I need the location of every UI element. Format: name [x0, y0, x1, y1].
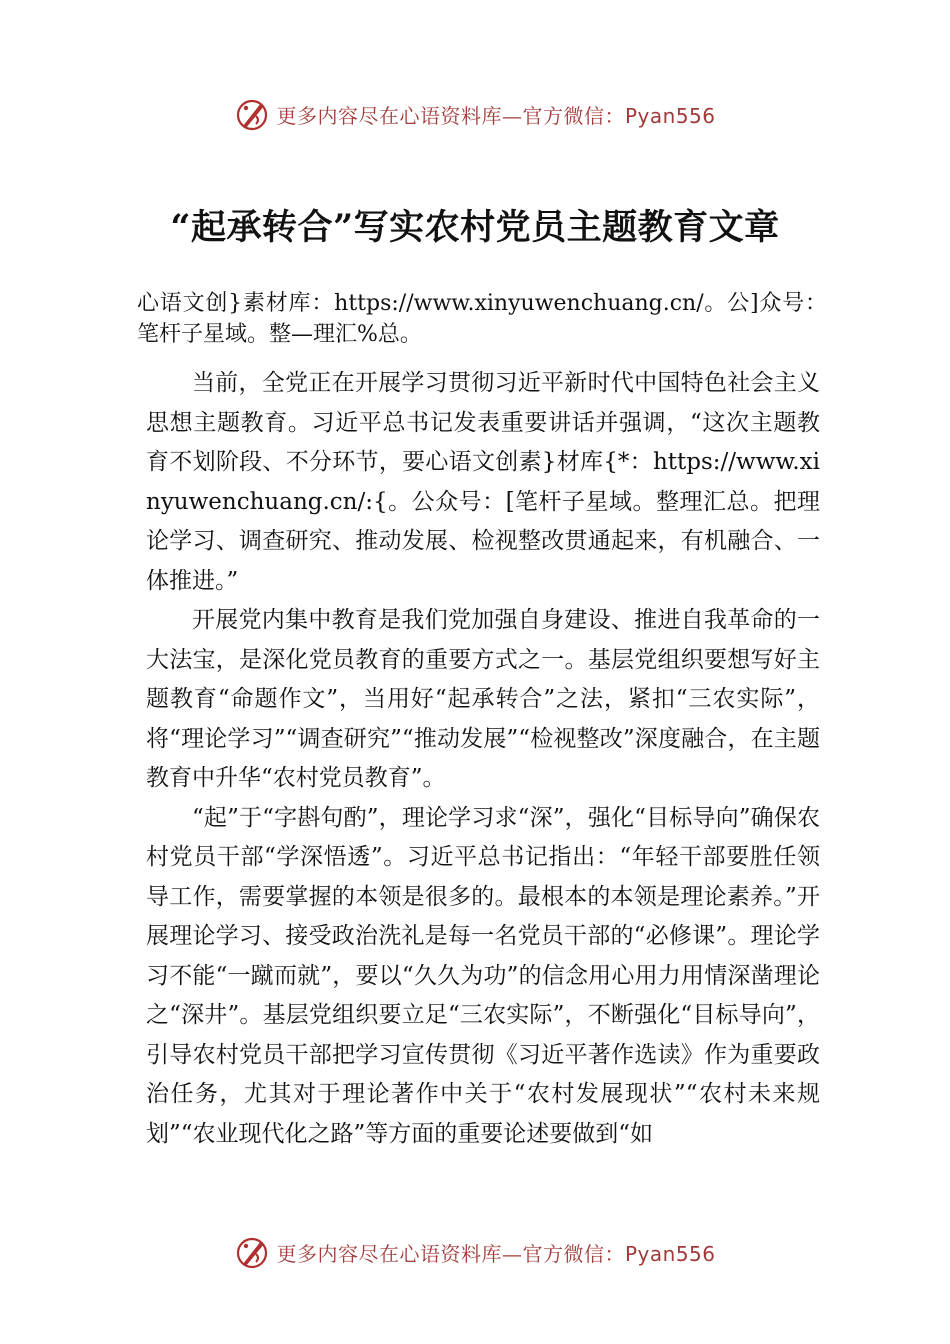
- paragraph: 当前，全党正在开展学习贯彻习近平新时代中国特色社会主义思想主题教育。习近平总书记发表重要讲话并强调，“这次主题教育不划阶段、不分环节，要心语文创素}材库{*：https://www.xinyuwenchuang.cn/:{。公众号：[笔杆子星域。整理汇总。把理论学习、调查研究、推动发展、检视整改贯通起来，有机融合、一体推进。”: [146, 370, 820, 594]
- document-title: “起承转合”写实农村党员主题教育文章: [170, 207, 780, 248]
- footer-banner: [0, 1232, 950, 1272]
- header-banner-text: 更多内容尽在心语资料库—官方微信：Pyan556: [276, 103, 716, 128]
- pen-seal-logo-icon: [234, 1234, 270, 1270]
- footer-banner-text: 更多内容尽在心语资料库—官方微信：Pyan556: [276, 1241, 716, 1266]
- paragraph: 开展党内集中教育是我们党加强自身建设、推进自我革命的一大法宝，是深化党员教育的重要方式之一。基层党组织要想写好主题教育“命题作文”，当用好“起承转合”之法，紧扣“三农实际”，将“理论学习”“调查研究”“推动发展”“检视整改”深度融合，在主题教育中升华“农村党员教育”。: [146, 607, 820, 791]
- source-line: 心语文创}素材库：https://www.xinyuwenchuang.cn/。公]众号：笔杆子星域。整—理汇%总。: [137, 291, 827, 347]
- document-body: [146, 364, 820, 1154]
- header-banner: [0, 94, 950, 134]
- footer-wechat-id: Pyan556: [624, 1241, 716, 1266]
- paragraph: “起”于“字斟句酌”，理论学习求“深”，强化“目标导向”确保农村党员干部“学深悟透”。习近平总书记指出：“年轻干部要胜任领导工作，需要掌握的本领是很多的。最根本的本领是理论素养。”开展理论学习、接受政治洗礼是每一名党员干部的“必修课”。理论学习不能“一蹴而就”，要以“久久为功”的信念用心用力用情深凿理论之“深井”。基层党组织要立足“三农实际”，不断强化“目标导向”，引导农村党员干部把学习宣传贯彻《习近平著作选读》作为重要政治任务，尤其对于理论著作中关于“农村发展现状”“农村未来规划”“农业现代化之路”等方面的重要论述要做到“如: [146, 804, 820, 1147]
- header-wechat-id: Pyan556: [624, 103, 716, 128]
- pen-seal-logo-icon: [234, 96, 270, 132]
